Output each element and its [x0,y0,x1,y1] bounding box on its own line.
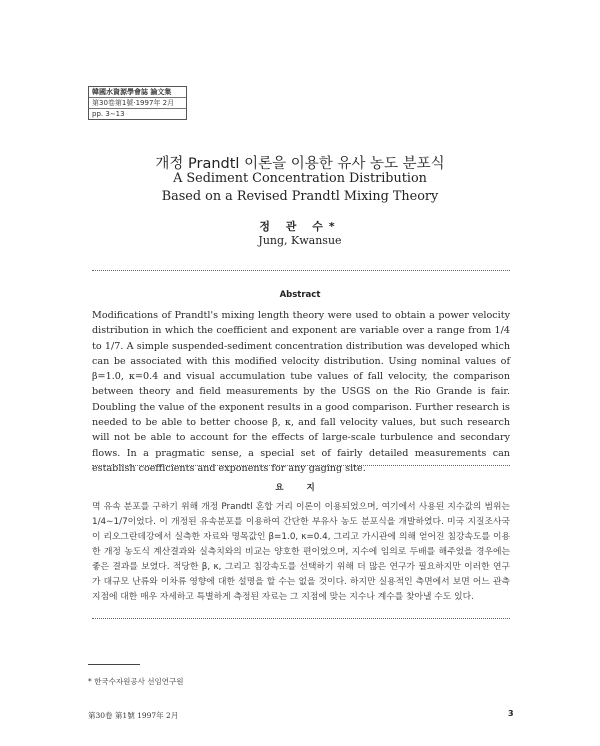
author-english: Jung, Kwansue [258,234,342,247]
journal-volume: 第30卷第1號·1997年 2月 [89,98,186,109]
abstract-heading: Abstract [279,290,321,300]
footer-journal-issue: 第30卷 第1號 1997年 2月 [88,711,179,720]
korean-summary-heading: 요 지 [275,483,325,493]
title-english-line2: Based on a Revised Prandtl Mixing Theory [161,189,439,204]
journal-info-box [88,86,187,120]
dotted-divider-top [92,270,510,271]
abstract-text: Modifications of Prandtl's mixing length theory were used to obtain a power velocity distribution in which the coefficient and exponent are variable over a range from 1/4 to 1/7. A simple suspended-sediment concentration distribution was developed which can be associated with this modified velocity distribution. Using nominal values of β=1.0, κ=0.4 and visual accumulation tube values of fall velocity, the comparison between theory and field measurements by the USGS on the Rio Grande is fair. Doubling the value of the exponent results in a good comparison. Further research is needed to be able to better choose β, κ, and fall velocity values, but such research will not be able to account for the effects of large-scale turbulence and secondary flows. In a pragmatic sense, a special set of fairly detailed measurements can establish coefficients and exponents for any gaging site. [92,310,510,474]
journal-name: 韓國水資源學會誌 論文集 [89,87,186,98]
author-korean: 정 관 수* [259,220,341,233]
dotted-divider-middle [92,465,510,466]
journal-pages: pp. 3∼13 [92,110,125,118]
title-korean: 개정 Prandtl 이론을 이용한 유사 농도 분포식 [155,156,445,172]
korean-summary-text: 멱 유속 분포를 구하기 위해 개정 Prandtl 혼합 거리 이론이 이용되었으며, 여기에서 사용된 지수값의 범위는 1/4∼1/7이었다. 이 개정된 유속분포를 이용하여 간단한 부유사 농도 분포식을 개발하였다. 미국 지질조사국이 리오그란데강에서 실측한 자료와 명목값인 β=1.0, κ=0.4, 그리고 가시관에 의해 얻어진 침강속도를 이용한 개정 농도식 계산결과와 실측치와의 비교는 양호한 편이었으며, 지수에 임의로 두배를 해주었을 경우에는 좋은 결과를 보였다. 적당한 β, κ, 그리고 침강속도를 선택하기 위해 더 많은 연구가 필요하지만 이러한 연구가 대규모 난류와 이차류 영향에 대한 설명을 할 수는 없을 것이다. 하지만 실용적인 측면에서 보면 어느 관측지점에 대한 매우 자세하고 특별하게 측정된 자료는 그 지점에 맞는 지수나 계수를 찾아낼 수도 있다. [92,502,510,602]
author-affiliation-footnote: * 한국수자원공사 선임연구원 [88,677,184,686]
dotted-divider-bottom [92,618,510,619]
page-number: 3 [508,709,514,718]
title-english-line1: A Sediment Concentration Distribution [173,171,427,186]
footnote-rule [88,664,140,665]
